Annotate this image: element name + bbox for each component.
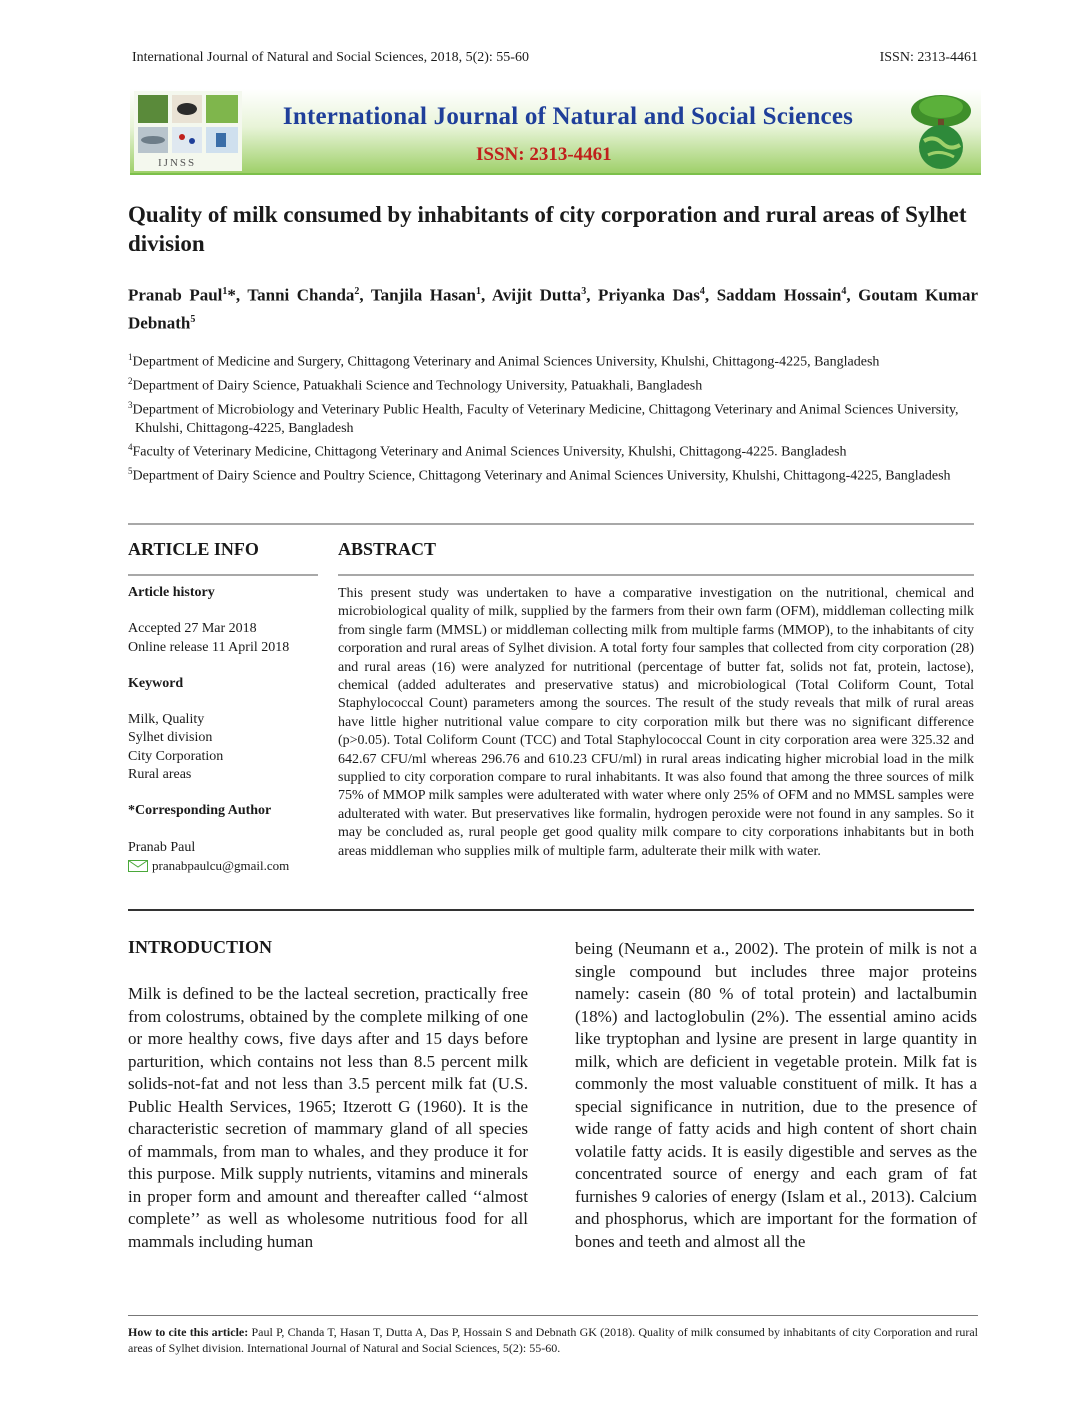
article-info-heading: ARTICLE INFO	[128, 539, 259, 559]
keyword-item: Rural areas	[128, 767, 192, 783]
author-affiliation-number: 4	[841, 286, 847, 297]
keyword-label: Keyword	[128, 675, 184, 691]
author-list: Pranab Paul$^1$*, Tanni Chanda$^2$, Tanjila Hasan$^1$, Avijit Dutta$^3$, Priyanka Das$^4$, Saddam Hossain$^4$, Goutam Kumar Debnath$^5$	[128, 285, 979, 333]
how-to-cite-text: Paul P, Chanda T, Hasan T, Dutta A, Das P, Hossain S and Debnath GK (2018). Quality of milk consumed by inhabitants of city Corporation and rural areas of Sylhet division. International Journal of Natural and Social Sciences, 5(2): 55-60.	[128, 1325, 979, 1355]
abstract-heading: ABSTRACT	[338, 539, 437, 559]
author-affiliation-number: 3	[581, 286, 587, 297]
email-envelope-icon	[128, 860, 148, 872]
affiliation-item: $^1$Department of Medicine and Surgery, Chittagong Veterinary and Animal Sciences University, Khulshi, Chittagong-4225, Bangladesh	[128, 352, 880, 370]
running-head-citation: International Journal of Natural and Social Sciences, 2018, 5(2): 55-60	[132, 50, 529, 65]
affiliation-list	[128, 348, 978, 486]
journal-banner	[130, 89, 981, 175]
article-info-panel	[128, 584, 328, 875]
running-head-issn: ISSN: 2313-4461	[879, 50, 978, 65]
author-affiliation-number: 4	[699, 286, 705, 297]
author-name: Tanjila Hasan	[370, 285, 477, 305]
how-to-cite-label: How to cite this article:	[128, 1325, 249, 1339]
author-affiliation-number: 5	[190, 313, 196, 325]
corresponding-email-link[interactable]: pranabpaulcu@gmail.com	[152, 857, 290, 873]
author-name: Goutam Kumar Debnath	[128, 285, 979, 333]
footer-divider	[128, 1315, 978, 1316]
introduction-column-left: Milk is defined to be the lacteal secretion, practically free from colostrums, obtained by the complete milking of one or more healthy cows, five days after and 15 days before parturition, which contains not less than 8.5 percent milk solids-not-fat and not less than 3.5 percent milk fat (U.S. Public Health Services, 1965; Itzerott G (1960). It is the characteristic secretion of mammary gland of all species of mammals, from man to whales, and they produce it for this purpose. Milk supply nutrients, vitamins and minerals in proper form and amount and thereafter called ‘‘almost complete’’ as well as wholesome nutritious food for all mammals including human	[128, 984, 528, 1251]
article-history-label: Article history	[128, 585, 215, 600]
banner-journal-title: International Journal of Natural and Social Sciences	[282, 103, 854, 130]
corresponding-author-label: *Corresponding Author	[128, 803, 272, 819]
author-name: Avijit Dutta	[491, 285, 582, 305]
author-name: Priyanka Das	[597, 285, 700, 305]
abstract-text: This present study was undertaken to have a comparative investigation on the nutritional, chemical and microbiological quality of milk, supplied by the farmers from their own farm (OFM), middleman collecting milk from single farm (MMSL) or middleman collecting milk from multiple farms (MMOP), to the inhabitants of city corporation and rural areas of Sylhet division. A total forty four samples that collected from city corporation (28) and rural areas (16) were analyzed for nutritional (percentage of butter fat, solids not fat, protein, lactose), chemical (added adulterates and preservative status) and microbiological (Total Coliform Count, Total Staphylococcal Count) parameters among the sources. The result of the study reveals that milk of rural areas have little higher nutritional value compare to city corporation milk but there was no significant difference (p>0.05). Total Coliform Count (TCC) and Total Staphylococcal Count in city corporation area were 325.32 and 642.67 CFU/ml whereas 296.76 and 610.23 CFU/ml) in rural areas indicating higher microbial load in the milk supplied to city corporation compare to rural inhabitants. It was also found that among the three sources of milk 75% of MMOP milk samples were adulterated with water where only 25% of OFM and no MMSL samples were adulterated with water. But preservatives like formalin, hydrogen peroxide were not found in any samples. So it may be concluded as, rural people get good quality milk compare to city corporations inhabitants but in both areas middleman who supplies milk of multiple farm, adulterate their milk with water.	[338, 586, 974, 859]
ijnss-logo-text: IJNSS	[158, 157, 197, 169]
author-affiliation-number: 1	[476, 286, 482, 297]
online-release-date: Online release 11 April 2018	[128, 639, 290, 655]
author-affiliation-number: 1	[222, 286, 228, 297]
corresponding-author-name: Pranab Paul	[128, 839, 196, 855]
section-divider	[128, 523, 974, 525]
author-name: Saddam Hossain	[716, 285, 842, 305]
article-info-rule	[128, 574, 318, 576]
keyword-item: Sylhet division	[128, 730, 213, 746]
author-affiliation-number: 2	[354, 286, 360, 297]
abstract-end-divider	[128, 909, 974, 911]
affiliation-item: $^5$Department of Dairy Science and Poultry Science, Chittagong Veterinary and Animal Sciences University, Khulshi, Chittagong-4225, Bangladesh	[128, 466, 951, 484]
keyword-item: Milk, Quality	[128, 712, 205, 728]
affiliation-item: $^2$Department of Dairy Science, Patuakhali Science and Technology University, Patuakhali, Bangladesh	[128, 375, 703, 394]
keyword-item: City Corporation	[128, 748, 224, 764]
tree-globe-icon	[904, 91, 978, 171]
affiliation-item: $^4$Faculty of Veterinary Medicine, Chittagong Veterinary and Animal Sciences University, Khulshi, Chittagong-4225. Bangladesh	[128, 442, 847, 460]
author-name: Pranab Paul	[128, 285, 223, 305]
how-to-cite	[128, 1325, 978, 1356]
accepted-date: Accepted 27 Mar 2018	[128, 621, 257, 637]
paper-title: Quality of milk consumed by inhabitants of city corporation and rural areas of Sylhet division	[128, 202, 967, 256]
author-name: Tanni Chanda	[247, 285, 355, 305]
introduction-heading: INTRODUCTION	[128, 937, 273, 957]
banner-issn: ISSN: 2313-4461	[476, 144, 612, 165]
affiliation-item: $^3$Department of Microbiology and Veterinary Public Health, Faculty of Veterinary Medicine, Chittagong Veterinary and Animal Sciences University, Khulshi, Chittagong-4225, Bangladesh	[128, 399, 959, 436]
abstract-rule	[338, 574, 974, 576]
introduction-column-right: being (Neumann et a., 2002). The protein of milk is not a single compound but includes three major proteins namely: casein (80 % of total protein) and lactalbumin (18%) and lactoglobulin (2%). The essential amino acids like tryptophan and lysine are present in large quantity in milk, which are deficient in vegetable protein. Milk fat is commonly the most valuable constituent of milk. It has a special significance in nutrition, due to the presence of wide range of fatty acids and high content of short chain volatile fatty acids. It is easily digestible and serves as the concentrated source of energy and each gram of fat furnishes 9 calories of energy (Islam et al., 2013). Calcium and phosphorus, which are important for the formation of bones and teeth and almost all the	[575, 939, 977, 1251]
